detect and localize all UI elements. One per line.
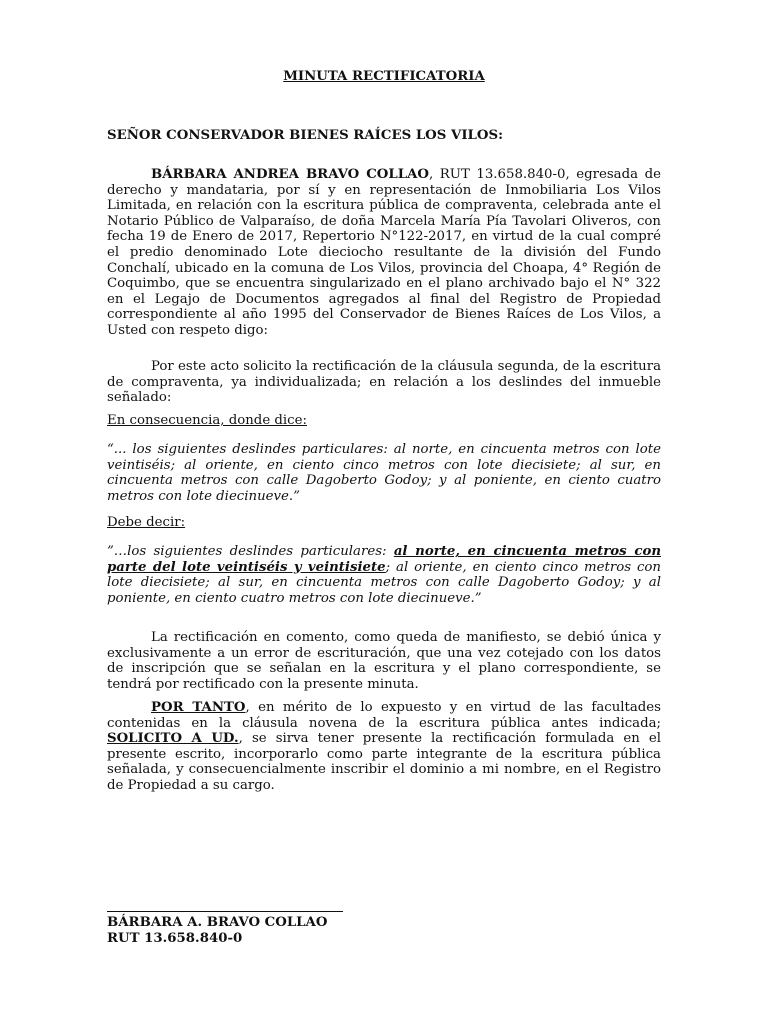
intro-text: , RUT 13.658.840-0, egresada de derecho y mandataria, por sí y en representación de Inmobiliaria Los Vilos Limitada, en relación con la escritura pública de compraventa, celebrada ante el Notario Público de Valparaíso, de doña Marcela María Pía Tavolari Oliveros, con fecha 19 de Enero de 2017, Repertorio N°122-2017, en virtud de la cual compré el predio denominado Lote dieciocho resultante de la división del Fundo Conchalí, ubicado en la comuna de Los Vilos, provincia del Choapa, 4° Región de Coquimbo, que se encuentra singularizado en el plano archivado bajo el N° 322 en el Legajo de Documentos agregados al final del Registro de Propiedad correspondiente al año 1995 del Conservador de Bienes Raíces de Los Vilos, a Usted con respeto digo: [107,167,661,338]
document-title: MINUTA RECTIFICATORIA [283,69,485,84]
should-say-label: Debe decir: [107,515,186,530]
intro-paragraph [107,167,661,339]
rectification-paragraph: La rectificación en comento, como queda de manifiesto, se debió única y exclusivamente a un error de escrituración, que una vez cotejado con los datos de inscripción que se señalan en la escritura y el plano correspondiente, se tendrá por rectificado con la presente minuta. [107,630,661,692]
where-says-label: En consecuencia, donde dice: [107,413,307,428]
signature-rut: RUT 13.658.840-0 [107,931,243,946]
closing-paragraph: POR TANTO, en mérito de lo expuesto y en virtud de las facultades contenidas en la cláusula novena de la escritura pública antes indicada; SOLICITO A UD., se sirva tener presente la rectificación formulada en el presente escrito, incorporarlo como parte integrante de la escritura pública señalada, y consecuencialmente inscribir el dominio a mi nombre, en el Registro de Propiedad a su cargo. [107,700,661,793]
corrected-boundary: al norte, en cincuenta metros con parte del lote veintiséis y veintisiete [107,544,661,575]
solicito: SOLICITO A UD. [107,731,239,747]
applicant-name: BÁRBARA ANDREA BRAVO COLLAO [151,167,429,182]
should-say-quote: ”…los siguientes deslindes particulares: al norte, en cincuenta metros con parte del lote veintiséis y veintisiete; al oriente, en ciento cinco metros con lote diecisiete; al sur, en cincuenta metros con calle Dagoberto Godoy; y al poniente, en ciento cuatro metros con lote diecinueve.” [107,544,661,606]
where-says-quote: “... los siguientes deslindes particulares: al norte, en cincuenta metros con lote veintiséis; al oriente, en ciento cinco metros con lote diecisiete; al sur, en cincuenta metros con calle Dagoberto Godoy; y al poniente, en ciento cuatro metros con lote diecinueve.” [107,442,661,504]
por-tanto: POR TANTO [151,700,246,715]
signature-name: BÁRBARA A. BRAVO COLLAO [107,915,328,930]
request-paragraph: Por este acto solicito la rectificación de la cláusula segunda, de la escritura de compraventa, ya individualizada; en relación a los deslindes del inmueble señalado: [107,359,661,406]
signature-line [107,911,343,912]
addressee-line: SEÑOR CONSERVADOR BIENES RAÍCES LOS VILOS: [107,128,503,143]
